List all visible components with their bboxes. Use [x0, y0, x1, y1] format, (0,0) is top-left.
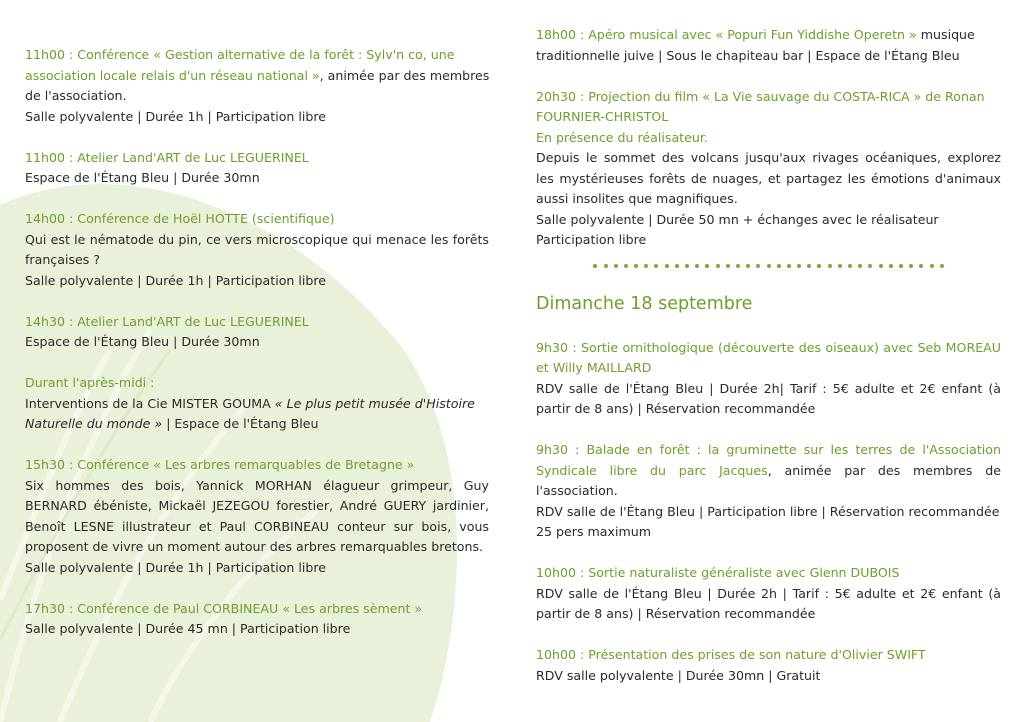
divider-dot — [807, 264, 811, 268]
divider-dot — [654, 264, 658, 268]
event-title: 14h00 : Conférence de Hoël HOTTE (scientifique) — [25, 211, 335, 226]
event-1730-conference-corbineau — [25, 599, 489, 640]
event-1800-apero-musical — [536, 25, 1001, 66]
event-info: Salle polyvalente | Durée 50 mn + échanges avec le réalisateur — [536, 211, 939, 227]
divider-dot — [879, 264, 883, 268]
right-column — [536, 25, 1001, 707]
event-1000-prises-de-son — [536, 645, 1001, 686]
event-1430-atelier-landart — [25, 312, 489, 353]
event-desc-suffix: | Espace de l'Étang Bleu — [162, 416, 319, 431]
divider-dot — [828, 264, 832, 268]
event-info: RDV salle de l'Étang Bleu | Durée 2h | Tarif : 5€ adulte et 2€ enfant (à partir de 8 ans) | Réservation recommandée — [536, 585, 1001, 621]
event-1100-conference-gestion — [25, 45, 489, 127]
event-info: Salle polyvalente | Durée 45 mn | Participation libre — [25, 621, 351, 636]
event-title: 11h00 : Conférence « Gestion alternative de la forêt : Sylv'n co, une — [25, 47, 455, 62]
event-info: Espace de l'Étang Bleu | Durée 30mn — [25, 170, 260, 185]
divider-dot — [593, 264, 597, 268]
event-title-cont: association locale relais d'un réseau national » — [25, 67, 320, 83]
event-title: 11h00 : Atelier Land'ART de Luc LEGUERINEL — [25, 149, 309, 165]
event-title: 20h30 : Projection du film « La Vie sauvage du COSTA-RICA » de Ronan FOURNIER-CHRISTOL — [536, 88, 985, 124]
event-title: 10h00 : Présentation des prises de son nature d'Olivier SWIFT — [536, 647, 926, 662]
divider-dot — [736, 264, 740, 268]
divider-dot — [858, 264, 862, 268]
event-info: RDV salle polyvalente | Durée 30mn | Gratuit — [536, 667, 821, 683]
divider-dot — [716, 264, 720, 268]
event-desc: traditionnelle juive | Sous le chapiteau bar | Espace de l'Étang Bleu — [536, 47, 960, 63]
event-desc: Depuis le sommet des volcans jusqu'aux rivages océaniques, explorez les mystérieuses forêts de nuages, et partagez les émotions d'animaux aussi insolites que magnifiques. — [536, 150, 1001, 206]
event-desc-prefix: Interventions de la Cie MISTER GOUMA — [25, 395, 275, 411]
divider-dot — [899, 264, 903, 268]
divider-dot — [868, 264, 872, 268]
event-title-tail: , animée par des membres de l'association. — [536, 462, 1001, 498]
divider-dot — [695, 264, 699, 268]
left-column — [25, 45, 489, 660]
day-heading: Dimanche 18 septembre — [536, 293, 753, 314]
divider-dot — [930, 264, 934, 268]
event-info-2: Participation libre — [536, 232, 647, 247]
event-title: 14h30 : Atelier Land'ART de Luc LEGUERINEL — [25, 313, 309, 329]
divider-dot — [767, 264, 771, 268]
event-0930-sortie-ornithologique — [536, 338, 1001, 420]
event-info: RDV salle de l'Étang Bleu | Participation libre | Réservation recommandée — [536, 503, 1000, 519]
event-1100-atelier-landart — [25, 148, 489, 189]
event-2030-projection-film — [536, 87, 1001, 251]
divider-dot — [614, 264, 618, 268]
event-subtitle: En présence du réalisateur. — [536, 129, 708, 145]
divider-dot — [756, 264, 760, 268]
divider-dot — [705, 264, 709, 268]
event-1000-sortie-naturaliste — [536, 563, 1001, 625]
divider-dot — [726, 264, 730, 268]
event-desc: de l'association. — [25, 88, 127, 103]
event-title: Durant l'après-midi : — [25, 375, 155, 390]
divider-dot — [644, 264, 648, 268]
divider-dot — [817, 264, 821, 268]
event-info: Espace de l'Étang Bleu | Durée 30mn — [25, 334, 260, 349]
divider-dot — [889, 264, 893, 268]
divider-dot — [909, 264, 913, 268]
event-title: 17h30 : Conférence de Paul CORBINEAU « Les arbres sèment » — [25, 600, 423, 616]
event-title: 15h30 : Conférence « Les arbres remarquables de Bretagne » — [25, 457, 415, 472]
divider-dot — [848, 264, 852, 268]
divider-dot — [787, 264, 791, 268]
event-info: RDV salle de l'Étang Bleu | Durée 2h| Tarif : 5€ adulte et 2€ enfant (à partir de 8 ans) | Réservation recommandée — [536, 380, 1001, 416]
divider-dot — [746, 264, 750, 268]
divider-dot — [777, 264, 781, 268]
event-1400-conference-hotte — [25, 209, 489, 291]
event-title: 10h00 : Sortie naturaliste généraliste avec Glenn DUBOIS — [536, 565, 900, 580]
event-info: Salle polyvalente | Durée 1h | Participation libre — [25, 559, 327, 575]
event-title-tail: , animée par des membres — [319, 67, 490, 83]
dotted-divider — [536, 264, 1001, 272]
event-title-tail: musique — [916, 27, 975, 42]
divider-dot — [634, 264, 638, 268]
divider-dot — [604, 264, 608, 268]
event-0930-balade-foret — [536, 440, 1001, 543]
event-title: 18h00 : Apéro musical avec « Popuri Fun Yiddishe Operetn » — [536, 27, 917, 42]
event-title: 9h30 : Balade en forêt : la gruminette sur les terres de l'Association Syndicale libre du parc Jacques — [536, 442, 1001, 478]
divider-dot — [940, 264, 944, 268]
divider-dot — [685, 264, 689, 268]
divider-dot — [665, 264, 669, 268]
event-title-block — [536, 440, 1001, 502]
event-info: Salle polyvalente | Durée 1h | Participation libre — [25, 108, 327, 124]
divider-dot — [919, 264, 923, 268]
event-desc: Qui est le nématode du pin, ce vers microscopique qui menace les forêts françaises ? — [25, 231, 489, 267]
event-1530-arbres-remarquables — [25, 455, 489, 578]
divider-dot — [838, 264, 842, 268]
divider-dot — [675, 264, 679, 268]
event-apres-midi-mister-gouma — [25, 373, 489, 435]
event-title: 9h30 : Sortie ornithologique (découverte des oiseaux) avec Seb MOREAU et Willy MAILLARD — [536, 339, 1001, 375]
event-info-2: 25 pers maximum — [536, 524, 651, 539]
event-desc-italic: « Le plus petit musée d'Histoire Naturelle du monde » — [25, 395, 475, 431]
event-desc — [25, 394, 489, 435]
event-desc: Six hommes des bois, Yannick MORHAN élagueur grimpeur, Guy BERNARD ébéniste, Mickaël JEZEGOU forestier, André GUERY jardinier, Benoît LESNE illustrateur et Paul CORBINEAU conteur sur bois, vous proposent de vivre un moment autour des arbres remarquables bretons. — [25, 477, 489, 554]
divider-dot — [624, 264, 628, 268]
event-info: Salle polyvalente | Durée 1h | Participation libre — [25, 272, 327, 288]
divider-dot — [797, 264, 801, 268]
